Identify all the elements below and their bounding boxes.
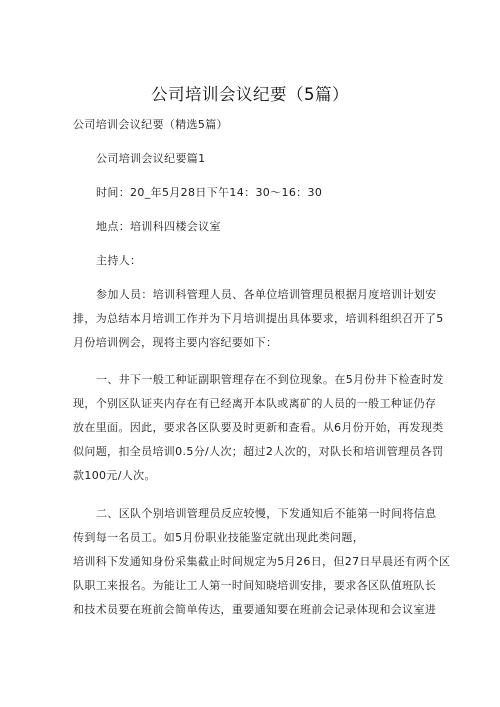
section-heading: 公司培训会议纪要篇1 <box>96 152 206 165</box>
paragraph-line: 传到每一名员工。如5月份职业技能鉴定就出现此类问题， <box>73 531 365 544</box>
paragraph-line: 月份培训例会，现将主要内容纪要如下： <box>73 336 278 349</box>
paragraph-line: 排，为总结本月培训工作并为下月培训提出具体要求，培训科组织召开了5 <box>73 312 444 325</box>
meeting-host: 主持人： <box>96 254 142 267</box>
paragraph-line: 一、井下一般工种证副职管理存在不到位现象。在5月份井下检查时发 <box>96 373 444 386</box>
paragraph-line: 款100元/人次。 <box>73 469 156 482</box>
meeting-time: 时间：20_年5月28日下午14：30～16：30 <box>96 186 323 199</box>
paragraph-line: 参加人员：培训科管理人员、各单位培训管理员根据月度培训计划安 <box>96 288 437 301</box>
paragraph-line: 队职工来报名。为能让工人第一时间知晓培训安排，要求各区队值班队长 <box>73 579 437 592</box>
paragraph-line: 现，个别区队证夹内存在有已经离开本队或离矿的人员的一般工种证仍存 <box>73 397 437 410</box>
document-title: 公司培训会议纪要（5篇） <box>151 85 349 104</box>
paragraph-line: 培训科下发通知身份采集截止时间规定为5月26日，但27日早晨还有两个区 <box>73 555 451 568</box>
paragraph-line: 放在里面。因此，要求各区队要及时更新和查看。从6月份开始，再发现类 <box>73 421 444 434</box>
paragraph-line: 二、区队个别培训管理员反应较慢，下发通知后不能第一时间将信息 <box>96 507 437 520</box>
document-subtitle: 公司培训会议纪要（精选5篇） <box>73 118 228 131</box>
paragraph-line: 和技术员要在班前会简单传达，重要通知要在班前会记录体现和会议室进 <box>73 603 437 616</box>
paragraph-line: 似问题，扣全员培训0.5分/人次；超过2人次的，对队长和培训管理员各罚 <box>73 445 444 458</box>
meeting-location: 地点：培训科四楼会议室 <box>96 220 221 233</box>
